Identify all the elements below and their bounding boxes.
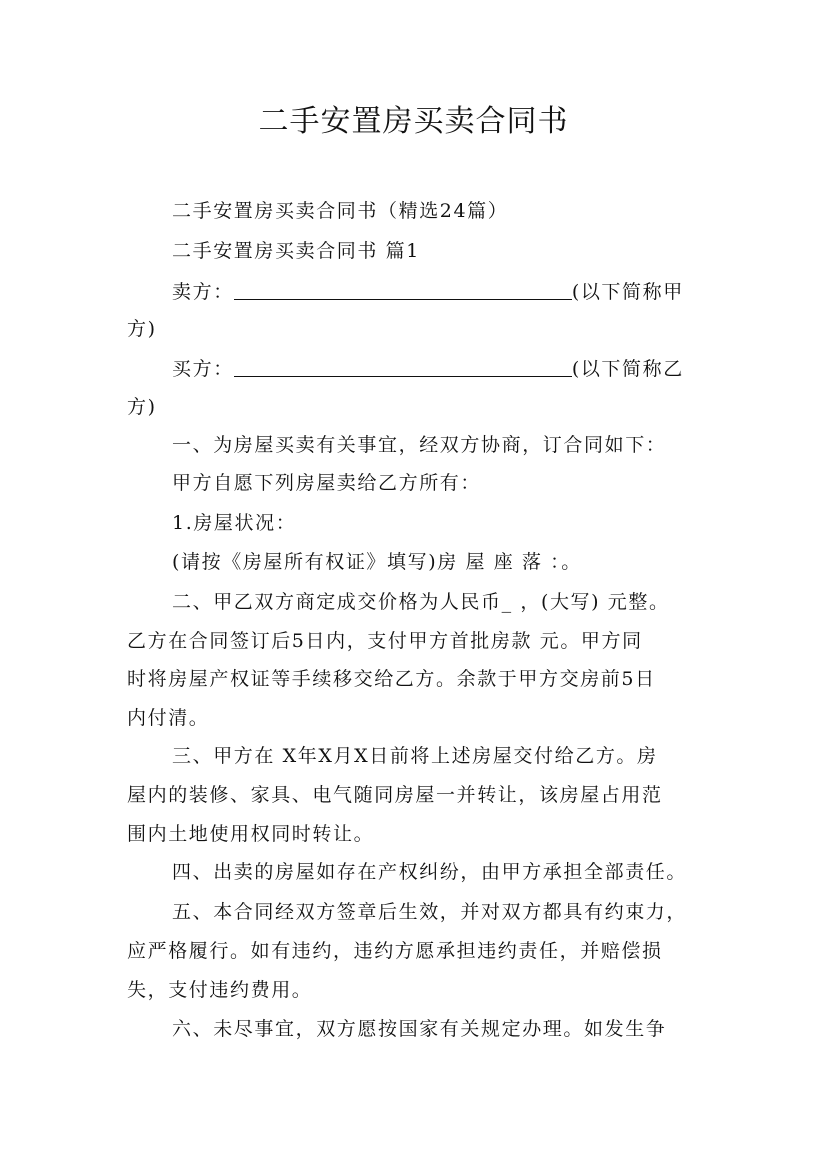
paragraph-line: 二、甲乙双方商定成交价格为人民币_ ，(大写) 元整。 [172, 591, 670, 613]
section-heading: 二手安置房买卖合同书 篇1 [172, 240, 420, 262]
paragraph-line: 四、出卖的房屋如存在产权纠纷，由甲方承担全部责任。 [172, 861, 688, 883]
seller-blank [234, 277, 572, 300]
seller-label: 卖方： [172, 281, 234, 303]
paragraph-line: 屋内的装修、家具、电气随同房屋一并转让，该房屋占用范 [127, 784, 663, 806]
paragraph-line: 时将房屋产权证等手续移交给乙方。余款于甲方交房前5日 [127, 668, 656, 690]
paragraph-line: (请按《房屋所有权证》填写)房 屋 座 落 ：。 [172, 551, 582, 573]
paragraph-line: 1.房屋状况： [172, 512, 297, 534]
paragraph-line: 一、为房屋买卖有关事宜，经双方协商，订合同如下： [172, 434, 667, 456]
paragraph-line: 乙方在合同签订后5日内，支付甲方首批房款 元。甲方同 [127, 630, 643, 652]
buyer-label: 买方： [172, 358, 234, 380]
paragraph-line: 六、未尽事宜，双方愿按国家有关规定办理。如发生争 [172, 1018, 667, 1040]
paragraph-line: 甲方自愿下列房屋卖给乙方所有： [172, 472, 482, 494]
paragraph-line: 方) [127, 318, 157, 340]
buyer-suffix: (以下简称乙 [571, 358, 684, 380]
subtitle-line: 二手安置房买卖合同书（精选24篇） [172, 200, 509, 222]
buyer-blank [234, 354, 572, 377]
document-title: 二手安置房买卖合同书 [258, 104, 569, 139]
paragraph-line: 内付清。 [127, 707, 210, 729]
paragraph-line: 三、甲方在 X年X月X日前将上述房屋交付给乙方。房 [172, 745, 658, 767]
paragraph-line: 五、本合同经双方签章后生效，并对双方都具有约束力， [172, 901, 688, 923]
seller-line [172, 277, 717, 307]
seller-suffix: (以下简称甲 [571, 281, 684, 303]
buyer-line [172, 354, 717, 384]
paragraph-line: 方) [127, 396, 157, 418]
paragraph-line: 围内土地使用权同时转让。 [127, 823, 375, 845]
paragraph-line: 应严格履行。如有违约，违约方愿承担违约责任，并赔偿损 [127, 940, 663, 962]
paragraph-line: 失，支付违约费用。 [127, 979, 313, 1001]
